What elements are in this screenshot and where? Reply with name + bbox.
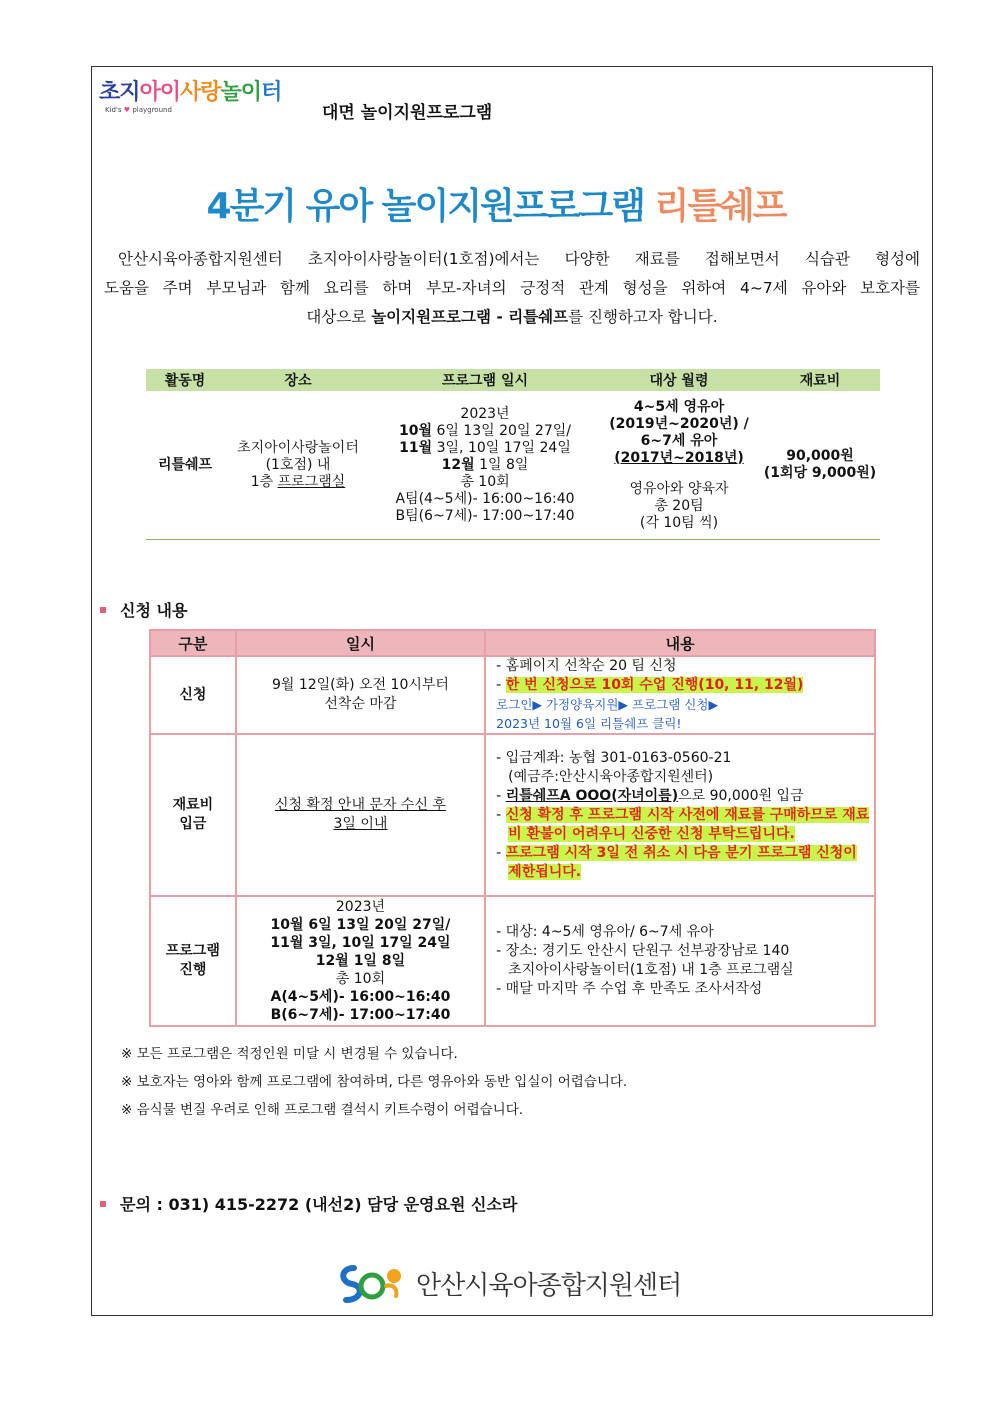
summary-header-place: 장소 (224, 369, 372, 391)
center-logo-icon (336, 1262, 406, 1304)
apply-row-registration (150, 656, 875, 734)
footer-logo (336, 1262, 681, 1304)
intro-paragraph (104, 245, 920, 332)
summary-header-fee: 재료비 (760, 369, 880, 391)
apply-row3-label: 프로그램 진행 (150, 896, 236, 1026)
program-summary-table (146, 369, 880, 540)
summary-fee: 90,000원 (1회당 9,000원) (763, 448, 877, 481)
apply-row1-label: 신청 (150, 656, 236, 734)
apply-row1-content: - 홈페이지 선착순 20 팀 신청 - 한 번 신청으로 10회 수업 진행(10, 11, 12월) 로그인▶ 가정양육지원▶ 프로그램 신청▶ 2023년 10월 6일 리틀쉐프 클릭! (485, 656, 875, 734)
section-title-apply: 신청 내용 (100, 598, 187, 621)
notes (121, 1040, 627, 1124)
contact-line: 문의 : 031) 415-2272 (내선2) 담당 운영요원 신소라 (100, 1192, 517, 1215)
summary-activity: 리틀쉐프 (157, 456, 213, 473)
summary-header-row (146, 369, 880, 391)
footer-org-name: 안산시육아종합지원센터 (416, 1270, 682, 1301)
apply-header-content: 내용 (485, 630, 875, 656)
apply-row1-date: 9월 12일(화) 오전 10시부터 선착순 마감 (236, 656, 485, 734)
application-table (149, 629, 876, 1027)
apply-row2-content: - 입금계좌: 농협 301-0163-0560-21 (예금주:안산시육아종합지원센터) - 리틀쉐프A OOO(자녀이름)으로 90,000원 입금 - 신청 확정 후 프로그램 시작 사전에 재료를 구매하므로 재료비 환불이 어려우니 신중한 신청 부탁드립니다. - 프로그램 시작 3일 전 취소 시 다음 분기 프로그램 신청이 제한됩니다. (485, 734, 875, 896)
square-bullet-icon (100, 1201, 106, 1207)
summary-schedule: 2023년 10월 6일 13일 20일 27일/ 11월 3일, 10일 17일 24일 12월 1일 8일 총 10회 A팀(4~5세)- 16:00~16:40 B팀(6~7세)- 17:00~17:40 (395, 405, 575, 524)
apply-row3-content: - 대상: 4~5세 영유아/ 6~7세 유아 - 장소: 경기도 안산시 단원구 선부광장남로 140 초지아이사랑놀이터(1호점) 내 1층 프로그램실 - 매달 마지막 주 수업 후 만족도 조사서작성 (485, 896, 875, 1026)
summary-header-schedule: 프로그램 일시 (372, 369, 598, 391)
apply-click-text: 2023년 10월 6일 리틀쉐프 클릭! (496, 716, 682, 731)
intro-line-2: 도움을 주며 부모님과 함께 요리를 하며 부모-자녀의 긍정적 관계 형성을 위하여 4~7세 유아와 보호자를 (104, 279, 920, 297)
summary-header-activity: 활동명 (146, 369, 224, 391)
apply-row3-date: 2023년 10월 6일 13일 20일 27일/ 11월 3일, 10일 17일 24일 12월 1일 8일 총 10회 A(4~5세)- 16:00~16:40 B(6~7세)- 17:00~17:40 (236, 896, 485, 1026)
square-bullet-icon (100, 607, 106, 613)
apply-row-progress (150, 896, 875, 1026)
apply-row2-label: 재료비 입금 (150, 734, 236, 896)
logo (99, 80, 281, 115)
note-item: ※ 음식물 변질 우려로 인해 프로그램 결석시 키트수령이 어렵습니다. (121, 1102, 524, 1118)
summary-place: 초지아이사랑놀이터 (1호점) 내 1층 프로그램실 (237, 439, 359, 490)
note-item: ※ 모든 프로그램은 적정인원 미달 시 변경될 수 있습니다. (121, 1046, 458, 1062)
logo-subtitle: Kid's ♥ playground (105, 106, 172, 114)
page-title: 4분기 유아 놀이지원프로그램 리틀쉐프 (206, 186, 786, 227)
apply-header-date: 일시 (236, 630, 485, 656)
note-item: ※ 보호자는 영아와 함께 프로그램에 참여하며, 다른 영유아와 동반 입실이 어렵습니다. (121, 1074, 628, 1090)
apply-row-payment (150, 734, 875, 896)
summary-header-target: 대상 월령 (598, 369, 760, 391)
apply-header-category: 구분 (150, 630, 236, 656)
apply-path-text: 로그인▶ 가정양육지원▶ 프로그램 신청▶ (496, 697, 719, 712)
apply-row2-date: 신청 확정 안내 문자 수신 후 3일 이내 (236, 734, 485, 896)
heart-icon: ♥ (123, 106, 131, 114)
intro-line-3: 대상으로 놀이지원프로그램 - 리틀쉐프를 진행하고자 합니다. (306, 308, 718, 326)
summary-row (146, 391, 880, 540)
intro-line-1: 안산시육아종합지원센터 초지아이사랑놀이터(1호점)에서는 다양한 재료를 접해보면서 식습관 형성에 (118, 250, 920, 268)
summary-target: 4~5세 영유아 (2019년~2020년) / 6~7세 유아 (2017년~2018년) 영유아와 양육자 총 20팀 (각 10팀 씩) (609, 398, 749, 531)
logo-wordmark: 초지아이사랑놀이터 (99, 80, 282, 105)
apply-header-row (150, 630, 875, 656)
header-label: 대면 놀이지원프로그램 (322, 103, 493, 123)
